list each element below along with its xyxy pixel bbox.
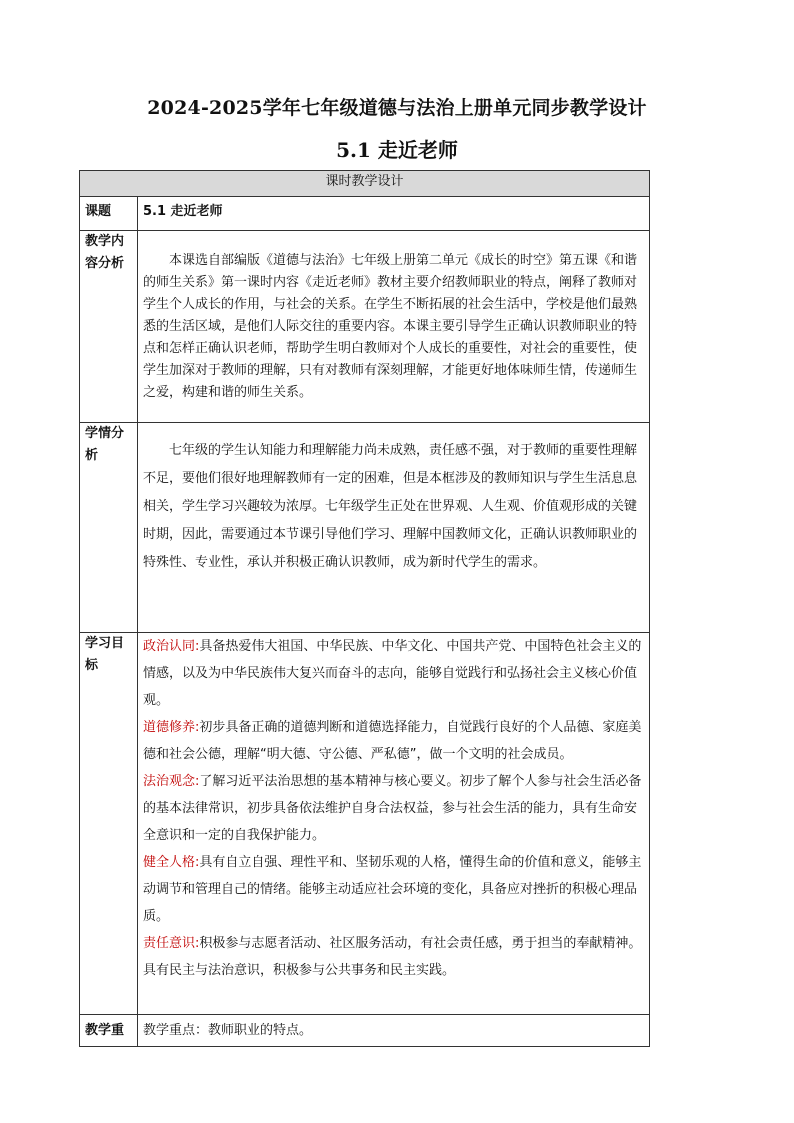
goal-key: 道德修养: (143, 720, 200, 735)
key-points-row (80, 1015, 650, 1047)
goal-text: 具有自立自强、理性平和、坚韧乐观的人格，懂得生命的价值和意义，能够主动调节和管理自己的情绪。能够主动适应社会环境的变化，具备应对挫折的积极心理品质。 (143, 855, 642, 924)
goal-item (143, 714, 644, 768)
goal-key: 健全人格: (143, 855, 200, 870)
topic-label: 课题 (80, 197, 138, 231)
student-analysis-row (80, 423, 650, 633)
goal-text: 具备热爱伟大祖国、中华民族、中华文化、中国共产党、中国特色社会主义的情感，以及为中华民族伟大复兴而奋斗的志向，能够自觉践行和弘扬社会主义核心价值观。 (143, 639, 642, 708)
goal-key: 政治认同: (143, 639, 200, 654)
learning-goals-row (80, 633, 650, 1015)
goal-item (143, 930, 644, 984)
content-analysis-row (80, 231, 650, 423)
goal-text: 积极参与志愿者活动、社区服务活动，有社会责任感，勇于担当的奉献精神。具有民主与法治意识，积极参与公共事务和民主实践。 (143, 936, 642, 978)
content-analysis-text: 本课选自部编版《道德与法治》七年级上册第二单元《成长的时空》第五课《和谐的师生关系》第一课时内容《走近老师》教材主要介绍教师职业的特点，阐释了教师对学生个人成长的作用，与社会的关系。在学生不断拓展的社会生活中，学校是他们最熟悉的生活区域，是他们人际交往的重要内容。本课主要引导学生正确认识教师职业的特点和怎样正确认识老师，帮助学生明白教师对个人成长的重要性，对社会的重要性，使学生加深对于教师的理解，只有对教师有深刻理解，才能更好地体味师生情，传递师生之爱，构建和谐的师生关系。 (143, 253, 638, 400)
goal-item (143, 768, 644, 849)
topic-row (80, 197, 650, 231)
goal-item (143, 633, 644, 714)
table-header: 课时教学设计 (80, 171, 650, 197)
goal-key: 法治观念: (143, 774, 200, 789)
topic-value: 5.1 走近老师 (138, 197, 650, 231)
table-header-row (80, 171, 650, 197)
student-analysis-label: 学情分析 (80, 423, 138, 633)
goal-item (143, 849, 644, 930)
lesson-title: 5.1 走近老师 (336, 138, 458, 162)
lesson-plan-table (79, 170, 650, 1047)
goal-text: 初步具备正确的道德判断和道德选择能力，自觉践行良好的个人品德、家庭美德和社会公德，理解“明大德、守公德、严私德”，做一个文明的社会成员。 (143, 720, 642, 762)
key-points-text: 教学重点：教师职业的特点。 (138, 1015, 650, 1047)
student-analysis-text: 七年级的学生认知能力和理解能力尚未成熟，责任感不强，对于教师的重要性理解不足，要他们很好地理解教师有一定的困难，但是本框涉及的教师知识与学生生活息息相关，学生学习兴趣较为浓厚。七年级学生正处在世界观、人生观、价值观形成的关键时期，因此，需要通过本节课引导他们学习、理解中国教师文化，正确认识教师职业的特殊性、专业性，承认并积极正确认识教师，成为新时代学生的需求。 (143, 443, 638, 570)
goal-key: 责任意识: (143, 936, 200, 951)
learning-goals-label: 学习目标 (80, 633, 138, 1015)
page-title: 2024-2025学年七年级道德与法治上册单元同步教学设计 (147, 97, 647, 119)
content-analysis-label: 教学内容分析 (80, 231, 138, 423)
goal-text: 了解习近平法治思想的基本精神与核心要义。初步了解个人参与社会生活必备的基本法律常识，初步具备依法维护自身合法权益，参与社会生活的能力，具有生命安全意识和一定的自我保护能力。 (143, 774, 642, 843)
key-points-label: 教学重 (80, 1015, 138, 1047)
